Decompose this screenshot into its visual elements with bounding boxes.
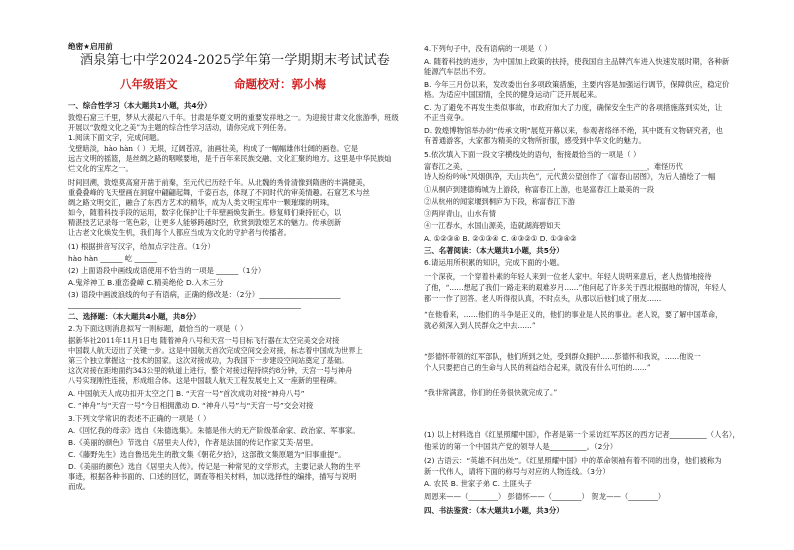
text-line: 远古文明的摇篮，是丝绸之路的咽喉要地，是千百年来民族交融、文化汇聚的地方。这里是中华民族灿 [68,154,392,163]
option-line: C. 为了避免不再发生类似事故，市政府加大了力度，确保安全生产的各项措施落到实处，让 [424,103,723,112]
option-line: 事迹，根据各种书面的、口述的回忆，调查等相关材料，加以选择性的编排，描写与说明 [68,472,357,481]
exam-title: 酒泉第七中学2024-2025学年第一学期期末考试试卷 [80,53,390,68]
text-line: 让古老文化焕发生机，我们每个人都应当成为文化的守护者与传播者。 [68,228,291,237]
text-line: 富春江之美，________________________，________________________，难怪历代 [424,162,683,171]
pinyin-line: hào hàn ______ 屹 ______ [68,254,157,263]
option-line: 有普通游客，大家都为精美的文物所折服，感受到中华文化的魅力。 [424,136,646,145]
question-stem: 新一代伟人，请将下面的称号与对应的人物连线。（3分） [424,467,610,476]
text-line: ③两岸青山，山水有情 [424,209,496,218]
text-line: 都一一作了回答。老人听得很认真，不时点头，从那以后他们成了朋友…… [424,294,662,303]
question-stem: (1) 根据拼音写汉字，给加点字注音。（1分） [68,242,215,251]
question-stem: 2.为下面这则消息拟写一则标题，最恰当的一项是（ ） [68,324,248,333]
question-stem: 3.下列文学常识的表述不正确的一项是（ ） [68,414,211,423]
text-line: ②从杭州的闻家堰到桐庐为下段，称富春江下游 [424,197,575,206]
options-line: A. 中国航天人成功扣开太空之门 B. “天宫一号”首次成功对接“神舟八号” [68,389,305,398]
text-line: 诗人纷纷吟咏“风烟俱净，天山共色”，元代黄公望创作了《富春山居图》，为后人描绘了一幅 [424,172,716,181]
answer-line: _______________________________________________________________ [68,300,301,309]
text-line: 据新华社2011年11月1日电 随着神舟八号和天宫一号目标飞行器在太空完美交会对接 [68,336,340,345]
section-heading: 三、名著阅读：（本大题共1小题，共5分） [424,246,564,255]
option-line: C.《藤野先生》选自鲁迅先生的散文集《朝花夕拾》，这部散文集原题为“旧事重提”。 [68,450,346,459]
matching-line: 周恩来——（________） 彭德怀——（________） 贺龙——（________） [424,492,666,501]
subject-grade: 八年级语文 [120,77,178,91]
text-line: “我非常满意，你们的任务很快就完成了。” [424,388,558,397]
proofreader: 命题校对：郭小梅 [234,77,326,91]
option-line: D.《美丽的颜色》选自《居里夫人传》。传记是一种常见的文学形式，主要记录人物的生平 [68,462,361,471]
options-line: A.鬼斧神工 B.重峦叠嶂 C.精美绝伦 D.入木三分 [68,278,224,287]
option-line: 不正当竞争。 [424,113,469,122]
section-heading: 一、综合性学习（本大题共1小题，共4分） [68,101,212,110]
question-stem: 6.请运用所积累的知识，完成下面的小题。 [424,258,565,267]
text-line: 戈壁暗淡，hào hàn（ ）无垠，辽阔苍凉，油画壮美，构成了一幅幅雄伟壮阔的画卷。它是 [68,144,359,153]
text-line: ①从桐庐到建德梅城为上游段，称富春江上游，也是富春江上最美的一段 [424,185,655,194]
text-line: 绸之路文明交汇，融合了东西方艺术的精华，成为人类文明宝库中一颗璀璨的明珠。 [68,198,334,207]
options-line: A. ①②③④ B. ②①③④ C. ④③②① D. ①③④② [424,234,577,243]
question-stem: 5.依次填入下面一段文字横线处的语句，衔接最恰当的一项是（ ） [424,150,641,159]
text-line: 重叠叠峰的飞天壁画在洞窟中翩翩起舞，千姿百态，体现了不同时代的审美情趣。石窟艺术与丝 [68,188,370,197]
question-stem: (2) 古语云：“英雄不问出处”。《红星照耀中国》中的革命领袖有着不同的出身，他们被称为 [424,456,722,465]
text-line: 第三个独立掌握这一技术的国家。这次对接成功，为我国下一步建设空间站奠定了基础。 [68,356,349,365]
question-stem: 1.阅读下面文字，完成问题。 [68,133,164,142]
text-line: 如今，随着科技手段的运用，数字化保护让千年壁画焕发新生。修复师们秉持匠心，以 [68,208,342,217]
text-line: 中国载人航天迈出了关键一步。这是中国航天首次完成空间交会对接，标志着中国成为世界上 [68,346,363,355]
text-line: 敦煌石窟三千里，梦从大漠起八千年。甘肃是华夏文明的重要发祥地之一。为迎接甘肃文化旅游季，班级 [68,113,399,122]
option-line: A.《回忆我的母亲》选自《朱德选集》。朱德是伟大的无产阶级革命家、政治家、军事家。 [68,426,360,435]
option-line: D. 敦煌博物馆举办的“传承文明”展览开幕以来，参观者络绎不绝，其中既有文物研究者，也 [424,126,723,135]
text-line: “在他看来，……他们的斗争是正义的，他们的事业是人民的事业。老人说，要了解中国革命， [424,310,723,319]
question-stem: (1) 以上材料选自《红星照耀中国》，作者是第一个采访红军苏区的西方记者__________（人名）， [424,430,740,439]
text-line: 一个深夜，一个穿着朴素的年轻人来到一位老人家中。年轻人说明来意后，老人热情地接待 [424,272,712,281]
text-line: 精湛技艺记录每一笔色彩，让更多人能够跨越时空，欣赏到敦煌艺术的魅力。传承创新 [68,218,342,227]
option-line: 格。为适应中国国情，全民的健身运动广泛开展起来。 [424,90,602,99]
option-line: A. 随着科技的进步，为中国加上政策的扶持，使我国自主品牌汽车进入快速发展时期，各种新 [424,57,730,66]
text-line: 个人只要把自己的生命与人民的利益结合起来，就没有什么可怕的……” [424,363,651,372]
text-line: 就必须深入到人民群众之中去……” [424,321,536,330]
text-line: 八号实现刚性连接，形成组合体。这是中国载人航天工程发展史上又一座新的里程碑。 [68,376,342,385]
option-line: B. 今年三月份以来，发改委出台多项政策措施，主要内容是加强运行调节，保障供应，稳定价 [424,80,730,89]
question-stem: (2) 上面语段中画线成语使用不恰当的一项是 ______（1分） [68,266,266,275]
text-line: 开展以“敦煌文化之美”为主题的综合性学习活动，请你完成下列任务。 [68,123,291,132]
question-stem: (3) 语段中画波浪线的句子有语病，正确的修改是：（2分）______________________ [68,290,341,299]
text-line: 时间回溯，敦煌莫高窟开凿于前秦，至元代已历经千年。从北魏的秀骨清像到隋唐的丰满健美， [68,178,370,187]
option-line: 而成。 [68,482,91,491]
options-line: C. “神舟”与“天宫一号”今日相拥激动 D. “神舟八号”与“天宫一号”交会对接 [68,401,314,410]
text-line: ④一江春水，水国山源美，造就湖海碧如天 [424,221,561,230]
options-line: A. 农民 B. 世家子弟 C. 土匪头子 [424,479,532,488]
option-line: 能源汽车层出不穷。 [424,67,491,76]
option-line: B.《美丽的颜色》节选自《居里夫人传》，作者是法国的传记作家艾芙·居里。 [68,438,318,447]
question-stem: 他采访的第一个中国共产党的领导人是__________。（2分） [424,442,618,451]
text-line: 烂文化的宝库之一。 [68,164,133,173]
section-heading: 四、书法鉴赏：（本大题共1小题，共3分） [424,506,564,515]
confidential-mark: 绝密★启用前 [68,42,113,51]
question-stem: 4.下列句子中，没有语病的一项是（ ） [424,44,552,53]
text-line: 了他，“……想起了我们一路走来的艰难岁月……”他问起了许多关于西北根据地的情况，年轻人 [424,283,727,292]
text-line: 这次对接在距地面约343公里的轨道上进行，整个对接过程持续约8分钟，天宫一号与神舟 [68,366,353,375]
text-line: “彭德怀带领的红军部队，他们所到之处，受到群众拥护……彭德怀和我说，……他说一 [424,352,701,361]
section-heading: 二、选择题：（本大题共4小题，共8分） [68,312,201,321]
